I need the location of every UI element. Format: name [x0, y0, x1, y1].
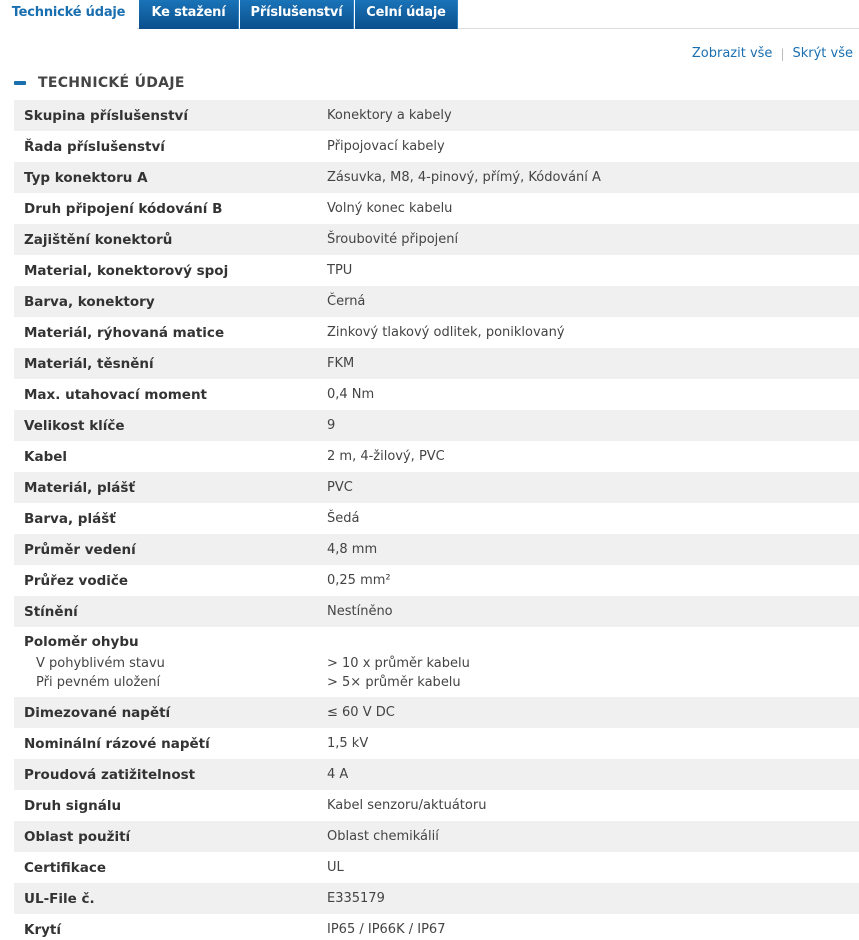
- row-label: Materiál, rýhovaná matice: [24, 324, 225, 341]
- row-label: Průměr vedení: [24, 541, 136, 558]
- row-value: [327, 633, 470, 692]
- row-label: Druh připojení kódování B: [24, 200, 223, 217]
- table-row: [14, 565, 859, 596]
- row-label: Dimezované napětí: [24, 704, 171, 721]
- tab-customs-data[interactable]: Celní údaje: [355, 0, 458, 29]
- link-separator: |: [780, 46, 785, 61]
- row-value: 4,8 mm: [327, 542, 378, 557]
- row-value: TPU: [327, 263, 353, 278]
- row-label: Max. utahovací moment: [24, 386, 208, 403]
- row-label: Průřez vodiče: [24, 572, 129, 589]
- table-row: [14, 914, 859, 940]
- row-value: Zinkový tlakový odlitek, poniklovaný: [327, 325, 565, 340]
- row-value: ≤ 60 V DC: [327, 705, 395, 720]
- row-value: 9: [327, 418, 336, 433]
- table-row: [14, 162, 859, 193]
- tab-downloads[interactable]: Ke stažení: [139, 0, 239, 29]
- row-label: Skupina příslušenství: [24, 107, 188, 124]
- row-value: Kabel senzoru/aktuátoru: [327, 798, 487, 813]
- row-label: Velikost klíče: [24, 417, 125, 434]
- row-value: Šedá: [327, 511, 360, 526]
- table-row: [14, 348, 859, 379]
- row-value: 1,5 kV: [327, 736, 369, 751]
- row-label: [14, 633, 327, 692]
- spec-table: [14, 100, 859, 940]
- row-value-blank: [327, 633, 470, 654]
- row-label: Krytí: [24, 921, 61, 938]
- table-row: [14, 790, 859, 821]
- row-label: Druh signálu: [24, 797, 122, 814]
- row-label: Kabel: [24, 448, 68, 465]
- tab-accessories[interactable]: Příslušenství: [240, 0, 354, 29]
- row-label: Barva, konektory: [24, 293, 155, 310]
- table-row: [14, 100, 859, 131]
- row-sub-label: V pohyblivém stavu: [36, 656, 165, 671]
- table-row: [14, 596, 859, 627]
- table-row: [14, 286, 859, 317]
- row-label: Typ konektoru A: [24, 169, 148, 186]
- tab-technical-data[interactable]: Technické údaje: [0, 0, 137, 30]
- row-value: PVC: [327, 480, 353, 495]
- row-label: Oblast použití: [24, 828, 131, 845]
- table-row: [14, 627, 859, 697]
- row-label: Stínění: [24, 603, 78, 620]
- row-value: E335179: [327, 891, 385, 906]
- table-row: [14, 883, 859, 914]
- section-title: TECHNICKÉ ÚDAJE: [38, 75, 185, 91]
- row-value: 2 m, 4-žilový, PVC: [327, 449, 445, 464]
- row-label: Řada příslušenství: [24, 138, 165, 155]
- collapse-minus-icon[interactable]: [14, 81, 26, 85]
- row-value: 0,4 Nm: [327, 387, 375, 402]
- show-all-link[interactable]: Zobrazit vše: [691, 46, 773, 61]
- tab-bar: [0, 0, 859, 29]
- table-row: [14, 472, 859, 503]
- row-label: Certifikace: [24, 859, 107, 876]
- hide-all-link[interactable]: Skrýt vše: [792, 46, 853, 61]
- table-row: [14, 759, 859, 790]
- row-label: Zajištění konektorů: [24, 231, 173, 248]
- row-value: Zásuvka, M8, 4-pinový, přímý, Kódování A: [327, 170, 601, 185]
- table-row: [14, 441, 859, 472]
- table-row: [14, 728, 859, 759]
- row-value: Černá: [327, 294, 366, 309]
- row-label: Nominální rázové napětí: [24, 735, 210, 752]
- table-row: [14, 193, 859, 224]
- table-row: [14, 224, 859, 255]
- table-row: [14, 379, 859, 410]
- section-header[interactable]: [14, 73, 185, 93]
- table-row: [14, 317, 859, 348]
- table-row: [14, 255, 859, 286]
- row-value: Připojovací kabely: [327, 139, 445, 154]
- table-row: [14, 503, 859, 534]
- row-value: UL: [327, 860, 344, 875]
- row-value: Volný konec kabelu: [327, 201, 453, 216]
- table-row: [14, 697, 859, 728]
- row-value: Konektory a kabely: [327, 108, 452, 123]
- row-sub-value: > 10 x průměr kabelu: [327, 656, 470, 671]
- table-row: [14, 410, 859, 441]
- row-value: 4 A: [327, 767, 349, 782]
- row-value: IP65 / IP66K / IP67: [327, 922, 446, 937]
- table-row: [14, 821, 859, 852]
- row-value: FKM: [327, 356, 355, 371]
- row-label-main: Poloměr ohybu: [24, 634, 139, 650]
- table-row: [14, 534, 859, 565]
- row-label: Material, konektorový spoj: [24, 262, 229, 279]
- row-value: Nestíněno: [327, 604, 393, 619]
- row-value: 0,25 mm²: [327, 573, 391, 588]
- row-value: Oblast chemikálií: [327, 829, 439, 844]
- row-label: Barva, plášť: [24, 510, 116, 527]
- row-label: UL-File č.: [24, 890, 95, 907]
- table-row: [14, 131, 859, 162]
- row-label: Materiál, těsnění: [24, 355, 154, 372]
- row-sub-value: > 5× průměr kabelu: [327, 675, 461, 690]
- row-value: Šroubovité připojení: [327, 232, 459, 247]
- row-label: Proudová zatižitelnost: [24, 766, 196, 783]
- row-sub-label: Při pevném uložení: [36, 675, 161, 690]
- expand-collapse-links: [692, 46, 853, 61]
- row-label: Materiál, plášť: [24, 479, 135, 496]
- table-row: [14, 852, 859, 883]
